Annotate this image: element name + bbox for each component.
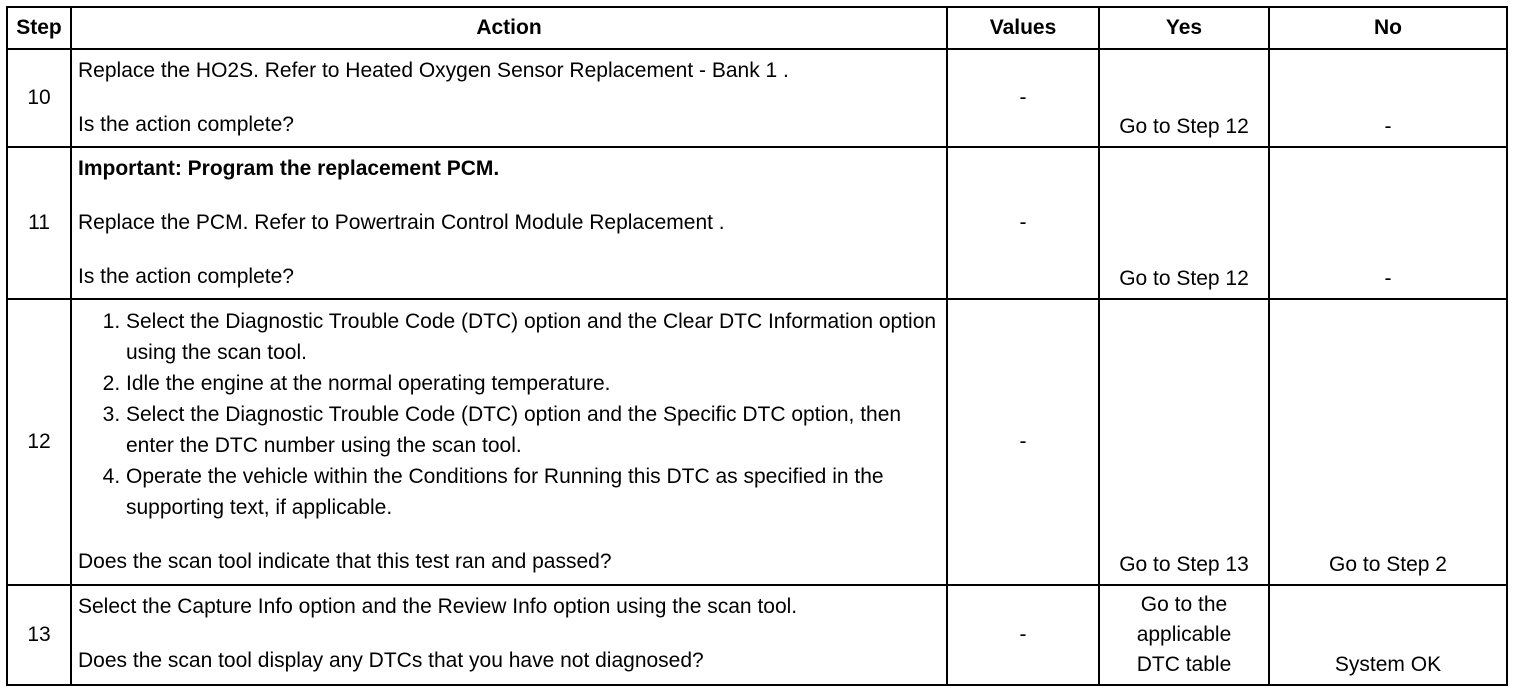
action-cell xyxy=(71,585,947,685)
action-question: Does the scan tool display any DTCs that you have not diagnosed? xyxy=(78,649,704,672)
yes-line: Go to the xyxy=(1140,593,1228,616)
list-item: 2. Idle the engine at the normal operating temperature. xyxy=(126,368,940,399)
table-row xyxy=(7,147,1507,299)
procedure-list xyxy=(78,306,940,523)
values-cell: - xyxy=(947,147,1099,299)
yes-cell: Go to Step 13 xyxy=(1099,299,1269,585)
step-number: 12 xyxy=(7,299,71,585)
action-question: Does the scan tool indicate that this test ran and passed? xyxy=(78,550,612,573)
values-cell: - xyxy=(947,49,1099,147)
action-text: Replace the HO2S. Refer to Heated Oxygen Sensor Replacement - Bank 1 . xyxy=(78,59,789,82)
header-yes: Yes xyxy=(1099,7,1269,49)
action-text: Replace the PCM. Refer to Powertrain Control Module Replacement . xyxy=(78,211,725,234)
important-note: Important: Program the replacement PCM. xyxy=(78,157,500,180)
yes-cell xyxy=(1099,585,1269,685)
step-number: 10 xyxy=(7,49,71,147)
step-number: 11 xyxy=(7,147,71,299)
yes-line: DTC table xyxy=(1136,653,1232,676)
action-cell xyxy=(71,299,947,585)
table-row xyxy=(7,49,1507,147)
header-values: Values xyxy=(947,7,1099,49)
no-cell: System OK xyxy=(1269,585,1507,685)
header-action: Action xyxy=(71,7,947,49)
action-cell xyxy=(71,49,947,147)
table-row xyxy=(7,299,1507,585)
header-step: Step xyxy=(7,7,71,49)
list-item: 3. Select the Diagnostic Trouble Code (DTC) option and the Specific DTC option, then enter the DTC number using the scan tool. xyxy=(126,399,940,461)
header-row xyxy=(7,7,1507,49)
step-number: 13 xyxy=(7,585,71,685)
no-cell: - xyxy=(1269,49,1507,147)
no-cell: - xyxy=(1269,147,1507,299)
action-text: Select the Capture Info option and the Review Info option using the scan tool. xyxy=(78,595,798,618)
values-cell: - xyxy=(947,585,1099,685)
yes-line: applicable xyxy=(1136,623,1232,646)
action-cell xyxy=(71,147,947,299)
diagnostic-table xyxy=(6,6,1508,686)
list-item: 1. Select the Diagnostic Trouble Code (DTC) option and the Clear DTC Information option using the scan tool. xyxy=(126,306,940,368)
yes-cell: Go to Step 12 xyxy=(1099,49,1269,147)
action-question: Is the action complete? xyxy=(78,265,294,288)
header-no: No xyxy=(1269,7,1507,49)
table-row xyxy=(7,585,1507,685)
values-cell: - xyxy=(947,299,1099,585)
no-cell: Go to Step 2 xyxy=(1269,299,1507,585)
yes-cell: Go to Step 12 xyxy=(1099,147,1269,299)
list-item: 4. Operate the vehicle within the Conditions for Running this DTC as specified in the supporting text, if applicable. xyxy=(126,461,940,523)
action-question: Is the action complete? xyxy=(78,113,294,136)
